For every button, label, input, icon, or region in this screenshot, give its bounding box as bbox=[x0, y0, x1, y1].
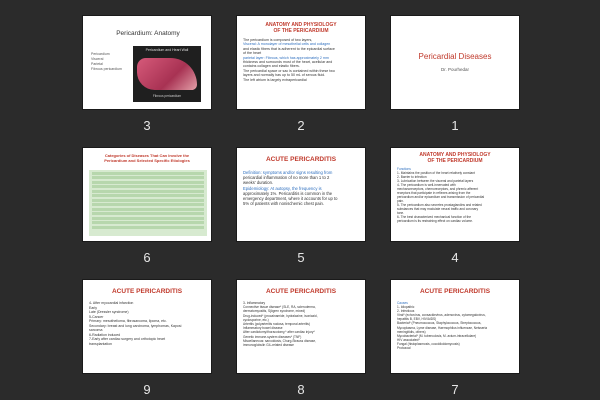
body-line: 4- The pericardium is well-innervated with bbox=[397, 183, 456, 187]
table-row bbox=[92, 208, 204, 211]
etiology-table bbox=[89, 170, 207, 236]
body-line: 1- Idiopathic bbox=[397, 305, 415, 310]
slide-title: ACUTE PERICARDITIS bbox=[111, 288, 183, 295]
slide-body bbox=[237, 170, 365, 206]
body-line: hepatitis B, EBV, HIV/AIDS) bbox=[397, 317, 437, 322]
body-line: Definition: symptoms and/or signs resulting from bbox=[243, 170, 333, 175]
body-line: Mycobacterial* (M. tuberculosis, M. avium-intracellulare) bbox=[397, 333, 477, 338]
body-line: 5-Cancer bbox=[89, 314, 104, 319]
title-line: ANATOMY AND PHYSIOLOGY bbox=[419, 152, 491, 158]
body-line: 2- Infectious bbox=[397, 309, 415, 314]
slide-number: 6 bbox=[143, 250, 151, 265]
slide-thumbnail-9[interactable] bbox=[82, 279, 212, 374]
body-line: pericardium is its restraining effect on cardiac volume. bbox=[397, 219, 473, 223]
slide-labels bbox=[91, 52, 122, 72]
slide-title bbox=[237, 22, 365, 34]
slide-body bbox=[237, 38, 365, 82]
anatomy-image bbox=[133, 46, 201, 102]
body-line: immunoglobulin G4–related disease bbox=[243, 343, 294, 348]
table-row bbox=[92, 212, 204, 215]
body-line: Arteritis (polyarteritis nodosa, temporal arteritis) bbox=[243, 322, 310, 327]
body-line: meningitidis, others) bbox=[397, 329, 426, 334]
table-row bbox=[92, 172, 204, 175]
table-row bbox=[92, 190, 204, 193]
body-line: parietal layer: Fibrous, which has approximately 2 mm bbox=[243, 55, 329, 60]
figure-title: Pericardium and Heart Wall bbox=[145, 48, 189, 52]
body-line: Connective tissue disease* (SLE, RA, scleroderma, bbox=[243, 305, 316, 310]
slide-title: Pericardial Diseases bbox=[418, 52, 492, 61]
body-line: 4- After myocardial infarction bbox=[89, 301, 134, 305]
body-line: 6-Radiation induced bbox=[89, 332, 121, 337]
label-item: Parietal bbox=[91, 62, 103, 66]
title-line: OF THE PERICARDIUM bbox=[427, 158, 483, 164]
slide-subtitle: Dr. Pourhedar bbox=[440, 67, 469, 72]
table-row bbox=[92, 221, 204, 224]
body-line: Miscellaneous: sarcoidosis, Churg-Strauss disease, bbox=[243, 338, 316, 343]
body-line: mechanoreceptors, chemoreceptors, and phrenic afferent bbox=[397, 187, 479, 191]
body-line: 3- Lubrication between the visceral and parietal layers bbox=[397, 179, 474, 183]
body-line: emergency department, where it accounts for up to bbox=[243, 196, 338, 202]
body-line: HIV associated* bbox=[397, 337, 420, 342]
label-item: Pericardium bbox=[91, 52, 110, 56]
slide-number: 4 bbox=[451, 250, 459, 265]
body-line: Visceral: A monolayer of mesothelial cells and collagen bbox=[243, 42, 331, 47]
slide-thumbnail-5[interactable] bbox=[236, 147, 366, 242]
body-line: Mycoplasma, Lyme disease, Haemophilus influenzae, Neisseria bbox=[397, 325, 488, 330]
body-line: weeks' duration. bbox=[243, 180, 274, 186]
table-row bbox=[92, 199, 204, 202]
title-line: OF THE PERICARDIUM bbox=[273, 28, 329, 34]
body-line: 2- Barrier to infection bbox=[397, 175, 427, 179]
slide-number: 8 bbox=[297, 382, 305, 397]
title-line: ANATOMY AND PHYSIOLOGY bbox=[265, 22, 337, 28]
body-line: Fungal (histoplasmosis, coccidioidomycosis) bbox=[397, 341, 460, 346]
body-line: dermatomyositis, Sjögren syndrome, mixed) bbox=[243, 309, 306, 314]
body-line: 6- The best characterized mechanical function of the bbox=[397, 215, 472, 219]
body-line: layers and normally has up to 50 mL of serous fluid. bbox=[243, 73, 326, 78]
body-line: Protozoal bbox=[397, 346, 411, 351]
body-line: Drug-induced* (procainamide, hydralazine, isoniazid, bbox=[243, 313, 318, 318]
body-line: After cardiotomy/thoracotomy,* after cardiac injury* bbox=[243, 330, 315, 335]
label-item: Fibrous pericardium bbox=[91, 67, 122, 71]
slide-thumbnail-3[interactable] bbox=[82, 15, 212, 110]
body-line: 1- Maintains the position of the heart relatively constant bbox=[397, 171, 475, 175]
slide-title: Pericardium: Anatomy bbox=[116, 30, 180, 37]
table-row bbox=[92, 203, 204, 206]
slide-thumbnail-8[interactable] bbox=[236, 279, 366, 374]
title-line: Categories of Diseases That Can Involve the bbox=[104, 153, 190, 158]
heart-wall-illustration bbox=[137, 58, 197, 90]
body-line: The pericardial space or sac is contained within these two bbox=[243, 68, 335, 73]
body-line: Genetic immune-system diseases* (TNF) bbox=[243, 334, 302, 339]
body-line: substances that may modulate neural traffic and coronary bbox=[397, 207, 479, 211]
body-line: tone. bbox=[397, 211, 405, 215]
slide-thumbnail-1[interactable] bbox=[390, 15, 520, 110]
slide-thumbnail-6[interactable] bbox=[82, 147, 212, 242]
body-line: Primary: mesothelioma, fibrosarcoma, lipoma, etc. bbox=[89, 319, 167, 323]
body-line: Inflammatory bowel disease bbox=[243, 326, 283, 331]
table-row bbox=[92, 226, 204, 229]
body-heading: Functions bbox=[397, 167, 411, 171]
title-line: Pericardium and Selected Specific Etiologies bbox=[104, 158, 190, 163]
slide-body bbox=[237, 301, 365, 347]
body-line: approximately 1%. Pericarditis is common in the bbox=[243, 190, 333, 196]
slide-thumbnail-7[interactable] bbox=[390, 279, 520, 374]
table-row bbox=[92, 176, 204, 179]
slide-title: ACUTE PERICARDITIS bbox=[419, 288, 491, 295]
body-line: receptors that participate in reflexes arising from the bbox=[397, 191, 471, 195]
slide-body bbox=[391, 167, 519, 223]
body-line: Epidemiology: At autopsy, the frequency is bbox=[243, 185, 322, 191]
body-line: The left atrium is largely extrapericardial bbox=[243, 77, 307, 82]
label-item: Visceral bbox=[91, 57, 104, 61]
slide-number: 7 bbox=[451, 382, 459, 397]
slide-number: 2 bbox=[297, 118, 305, 133]
figure-caption: Fibrous pericardium bbox=[152, 94, 182, 98]
body-line: 5- The pericardium also secretes prostaglandins and related bbox=[397, 203, 482, 207]
slide-number: 5 bbox=[297, 250, 305, 265]
body-line: Viral* (echovirus, coxsackievirus, adenovirus, cytomegalovirus, bbox=[397, 313, 486, 318]
table-row bbox=[92, 185, 204, 188]
body-line: pericardial inflammation of no more than 1 to 2 bbox=[243, 175, 330, 181]
slide-title bbox=[83, 153, 211, 163]
slide-thumbnail-4[interactable] bbox=[390, 147, 520, 242]
body-line: pericardium and/or epicardium and transmission of pericardial bbox=[397, 195, 485, 199]
body-line: contains collagen and elastic fibers. bbox=[243, 64, 300, 69]
table-row bbox=[92, 181, 204, 184]
body-line: Secondary: breast and lung carcinoma, lymphomas, Kaposi bbox=[89, 323, 182, 328]
slide-number: 3 bbox=[143, 118, 151, 133]
slide-body bbox=[391, 301, 519, 350]
body-line: and elastic fibers that is adherent to the epicardial surface bbox=[243, 46, 335, 51]
body-line: pain. bbox=[397, 199, 404, 203]
slide-number: 1 bbox=[451, 118, 459, 133]
body-line: The pericardium is composed of two layers, bbox=[243, 38, 313, 42]
body-line: Bacterial* (Pneumococcus, Staphylococcus, Streptococcus, bbox=[397, 321, 482, 326]
body-heading: Causes bbox=[397, 301, 408, 305]
slide-title bbox=[391, 152, 519, 164]
body-line: cyclosporine, etc.) bbox=[243, 317, 269, 322]
slide-number: 9 bbox=[143, 382, 151, 397]
body-line: 3- Inflammatory bbox=[243, 301, 266, 305]
body-line: sarcoma bbox=[89, 328, 103, 332]
slide-body bbox=[83, 301, 211, 346]
body-line: of the heart bbox=[243, 51, 262, 56]
table-row bbox=[92, 217, 204, 220]
body-line: transplantation bbox=[89, 341, 112, 346]
slide-thumbnail-2[interactable] bbox=[236, 15, 366, 110]
body-line: Early bbox=[89, 305, 97, 310]
slide-title: ACUTE PERICARDITIS bbox=[265, 288, 337, 295]
body-line: thickness and surrounds most of the heart, acellular and bbox=[243, 60, 333, 65]
body-line: 7-Early after cardiac surgery and orthotopic heart bbox=[89, 337, 166, 341]
body-line: 5% of patients with nonischemic chest pain. bbox=[243, 201, 325, 207]
slide-title: ACUTE PERICARDITIS bbox=[265, 156, 337, 163]
table-row bbox=[92, 194, 204, 197]
body-line: Late (Dressler syndrome) bbox=[89, 310, 129, 314]
